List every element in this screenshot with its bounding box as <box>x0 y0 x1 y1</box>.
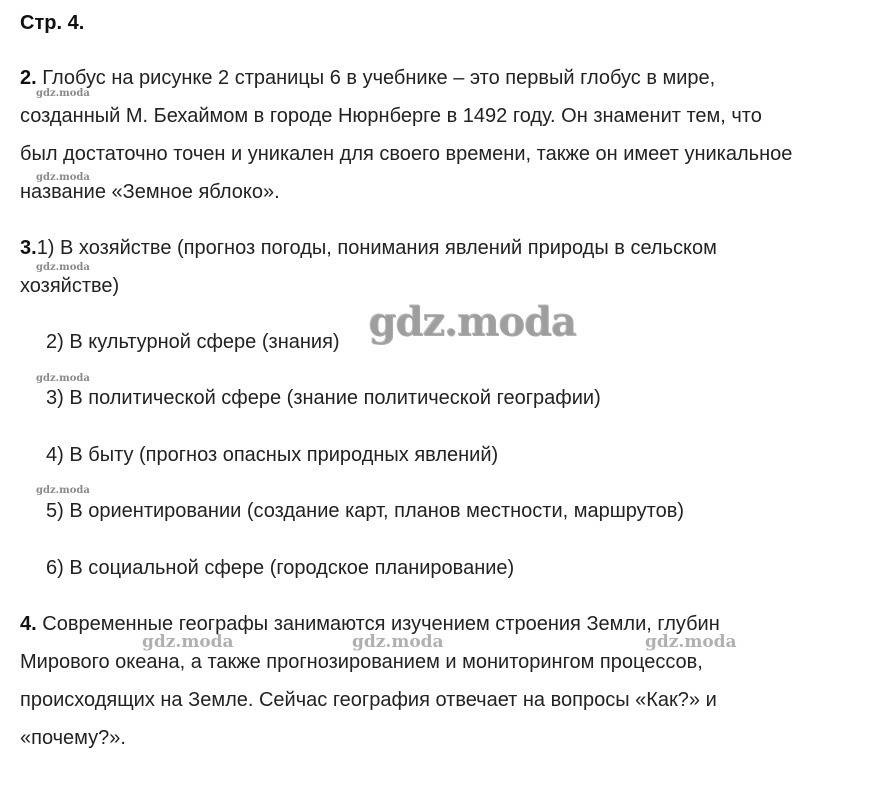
watermark-medium: gdz.moda <box>352 632 444 652</box>
q2-line-3: был достаточно точен и уникален для своего времени, также он имеет уникальное <box>20 143 793 165</box>
q3-line-2: хозяйстве) <box>20 275 120 297</box>
q3-number: 3. <box>20 237 37 259</box>
watermark-large: gdz.moda <box>368 298 576 345</box>
q3-line-1 <box>20 236 717 260</box>
q4-number: 4. <box>20 613 37 635</box>
page-heading: Стр. 4. <box>20 12 85 34</box>
q2-text-1: Глобус на рисунке 2 страницы 6 в учебнике – это первый глобус в мире, <box>42 67 716 89</box>
q2-line-2: созданный М. Бехаймом в городе Нюрнберге в 1492 году. Он знаменит тем, что <box>20 105 762 127</box>
watermark-medium: gdz.moda <box>645 632 737 652</box>
watermark-small: gdz.moda <box>36 485 90 496</box>
watermark-small: gdz.moda <box>36 262 90 273</box>
watermark-small: gdz.moda <box>36 88 90 99</box>
q3-item-5: 5) В ориентировании (создание карт, планов местности, маршрутов) <box>46 500 685 522</box>
q3-item-3: 3) В политической сфере (знание политической географии) <box>46 387 601 409</box>
watermark-medium: gdz.moda <box>142 632 234 652</box>
q3-item-2: 2) В культурной сфере (знания) <box>46 331 340 353</box>
watermark-small: gdz.moda <box>36 373 90 384</box>
q3-item-6: 6) В социальной сфере (городское планирование) <box>46 557 515 579</box>
q2-number: 2. <box>20 67 37 89</box>
q2-line-4: название «Земное яблоко». <box>20 181 280 203</box>
watermark-small: gdz.moda <box>36 172 90 183</box>
q4-text-1: Современные географы занимаются изучением строения Земли, глубин <box>42 613 720 635</box>
q3-item-4: 4) В быту (прогноз опасных природных явлений) <box>46 444 499 466</box>
q3-text-1: 1) В хозяйстве (прогноз погоды, понимания явлений природы в сельском <box>36 237 717 259</box>
q2-line-1 <box>20 66 715 90</box>
q4-line-3: происходящих на Земле. Сейчас география отвечает на вопросы «Как?» и <box>20 689 717 711</box>
q4-line-2: Мирового океана, а также прогнозированием и мониторингом процессов, <box>20 651 703 673</box>
q4-line-4: «почему?». <box>20 727 126 749</box>
